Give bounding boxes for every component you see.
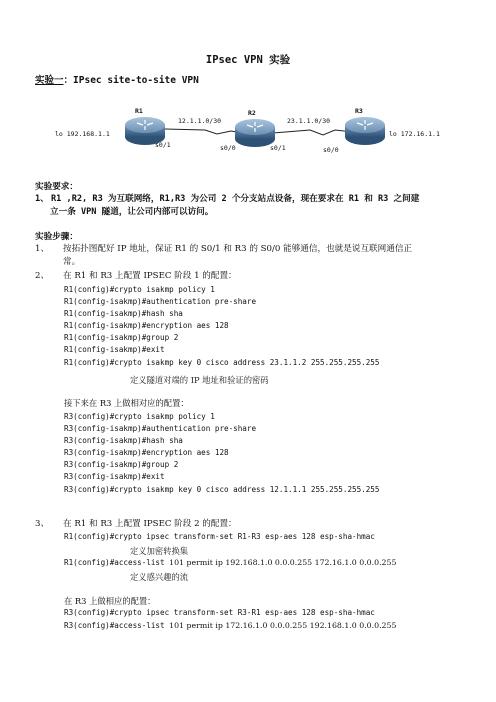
config-line: R1(config)#crypto isakmp policy 1 [64,285,215,294]
steps-heading: 实验步骤： [35,232,78,242]
config-line: R3(config)#crypto isakmp key 0 cisco address 12.1.1.1 255.255.255.255 [64,484,380,494]
r3-acl-body: 101 permit ip 172.16.1.0 0.0.0.255 192.168.1.0 0.0.0.255 [169,621,397,630]
step-2-text: 在 R1 和 R3 上配置 IPSEC 阶段 1 的配置： [63,271,237,281]
label-r3: R3 [355,107,363,115]
step-3 [35,518,455,531]
r1-transform-set: R1(config)#crypto ipsec transform-set R1-R3 esp-aes 128 esp-sha-hmac [64,532,375,541]
r1-acl-prefix: R1(config)#access-list [64,558,165,567]
label-r2-s01: s0/1 [270,144,286,152]
section-label: 实验一 [35,75,64,86]
label-r2-s00: s0/0 [220,144,236,152]
config-line: R1(config)#crypto isakmp key 0 cisco address 23.1.1.2 255.255.255.255 [64,357,380,367]
step-3-number: 3、 [35,519,50,529]
label-r1: R1 [135,107,143,115]
r3-transform-set: R3(config)#crypto ipsec transform-set R3-R1 esp-aes 128 esp-sha-hmac [64,608,375,617]
config-line: R1(config-isakmp)#hash sha [64,309,183,319]
requirement-line-2: 立一条 VPN 隧道，让公司内部可以访问。 [50,207,214,217]
config-line: R1(config-isakmp)#group 2 [64,333,179,343]
config-line: R3(config-isakmp)#encryption aes 128 [64,448,229,458]
note-peer: 定义隧道对端的 IP 地址和验证的密码 [130,375,269,385]
config-line: R1(config-isakmp)#exit [64,345,165,355]
r3-phase1-config [64,411,464,496]
r1-acl-body: 101 permit ip 192.168.1.0 0.0.0.255 172.16.1.0 0.0.0.255 [169,558,397,567]
router-r2-icon [235,119,275,147]
config-line: R3(config-isakmp)#authentication pre-share [64,424,257,434]
note-transform-set: 定义加密转换集 [130,546,189,556]
requirement-line-1: R1 ,R2, R3 为互联网络，R1,R3 为公司 2 个分支站点设备，现在要求在 R1 和 R3 之间建 [51,194,420,204]
label-r3-s00: s0/0 [323,146,339,154]
config-line: R1(config-isakmp)#authentication pre-share [64,297,257,307]
r3-acl-prefix: R3(config)#access-list [64,621,165,630]
doc-title: IPsec VPN 实验 [205,54,291,66]
step-2-number: 2、 [35,271,50,281]
step-3-text: 在 R1 和 R3 上配置 IPSEC 阶段 2 的配置： [63,519,237,529]
section-heading [35,72,199,86]
config-line: R3(config-isakmp)#hash sha [64,436,183,446]
step-1-line-1: 按拓扑图配好 IP 地址，保证 R1 的 S0/1 和 R3 的 S0/0 能够通信，也就是说互联网通信正 [63,244,413,254]
note-acl: 定义感兴趣的流 [130,572,189,582]
label-r2: R2 [248,109,256,117]
label-lo-r1: lo 192.168.1.1 [55,130,110,138]
step-1-number: 1、 [35,244,50,254]
r3-access-list [64,621,396,630]
topology-diagram [55,103,455,163]
r3-intro: 接下来在 R3 上做相对应的配置： [64,398,189,408]
section-name: IPsec site-to-site VPN [73,75,199,86]
requirement-number: 1、 [35,194,49,204]
step-1-line-2: 常。 [63,257,81,267]
r3-intro-2: 在 R3 上做相应的配置： [64,596,156,606]
section-sep: ： [63,75,74,86]
config-line: R3(config-isakmp)#group 2 [64,460,179,470]
requirements-heading: 实验要求： [35,182,78,192]
link-r1-r2 [165,129,243,134]
label-lo-r3: lo 172.16.1.1 [389,130,440,138]
router-r3-icon [345,117,385,145]
label-r1-s01: s0/1 [155,141,171,149]
requirement-item-1 [35,193,455,219]
r1-access-list [64,558,396,567]
config-line: R1(config-isakmp)#encryption aes 128 [64,321,229,331]
r1-phase1-config [64,284,464,369]
link-r2-r3 [273,130,353,135]
label-net23: 23.1.1.0/30 [287,117,331,125]
step-2 [35,270,455,283]
step-1 [35,243,455,269]
config-line: R3(config)#crypto isakmp policy 1 [64,412,215,421]
label-net12: 12.1.1.0/30 [178,117,222,125]
config-line: R3(config-isakmp)#exit [64,472,165,482]
